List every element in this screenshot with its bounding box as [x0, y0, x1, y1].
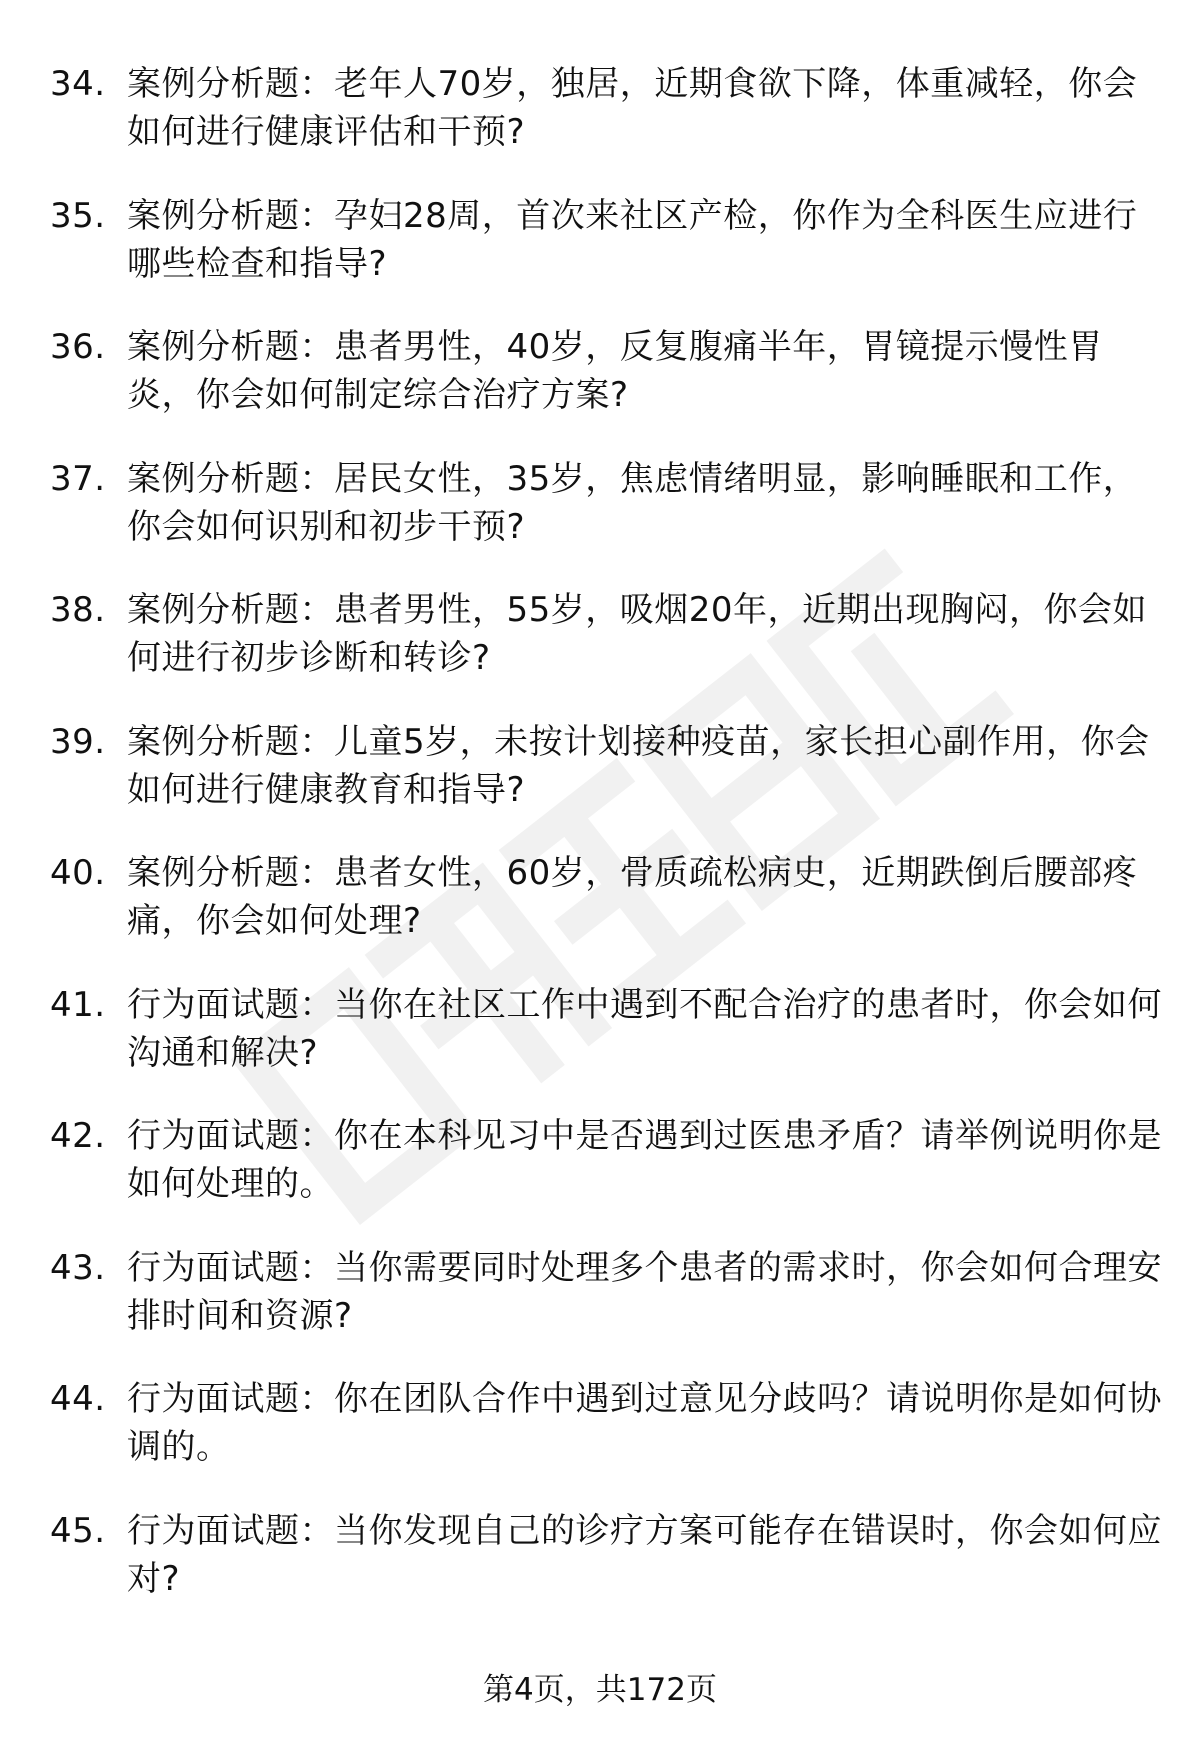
question-number: 41. [50, 984, 106, 1025]
question-text: 行为面试题：你在本科见习中是否遇到过医患矛盾？请举例说明你是如何处理的。 [127, 1116, 1162, 1204]
question-text: 案例分析题：患者男性，55岁，吸烟20年，近期出现胸闷，你会如何进行初步诊断和转诊? [127, 590, 1148, 678]
question-text: 行为面试题：当你在社区工作中遇到不配合治疗的患者时，你会如何沟通和解决? [127, 984, 1162, 1073]
question-number: 34. [50, 64, 106, 104]
question-text: 案例分析题：居民女性，35岁，焦虑情绪明显，影响睡眠和工作，你会如何识别和初步干预? [127, 458, 1138, 547]
question-text: 案例分析题：患者女性，60岁，骨质疏松病史，近期跌倒后腰部疼痛，你会如何处理? [127, 853, 1138, 941]
question-number: 40. [50, 853, 106, 893]
question-item [0, 718, 1200, 850]
question-item [0, 981, 1200, 1113]
question-text: 行为面试题：当你发现自己的诊疗方案可能存在错误时，你会如何应对? [127, 1510, 1162, 1599]
question-list [0, 60, 1200, 1638]
question-number: 44. [50, 1379, 106, 1419]
question-item [0, 60, 1200, 192]
question-item [0, 849, 1200, 981]
question-text: 行为面试题：当你需要同时处理多个患者的需求时，你会如何合理安排时间和资源? [127, 1247, 1162, 1336]
question-text: 案例分析题：患者男性，40岁，反复腹痛半年，胃镜提示慢性胃炎，你会如何制定综合治疗方案? [127, 327, 1103, 415]
question-number: 42. [50, 1116, 106, 1156]
question-number: 35. [50, 195, 106, 236]
question-number: 38. [50, 590, 106, 630]
question-number: 39. [50, 721, 106, 762]
question-number: 36. [50, 327, 106, 367]
question-text: 案例分析题：孕妇28周，首次来社区产检，你作为全科医生应进行哪些检查和指导? [127, 195, 1138, 284]
question-item [0, 323, 1200, 455]
question-number: 45. [50, 1510, 106, 1551]
question-number: 43. [50, 1247, 106, 1288]
question-text: 行为面试题：你在团队合作中遇到过意见分歧吗？请说明你是如何协调的。 [127, 1379, 1162, 1467]
question-item [0, 1507, 1200, 1639]
question-item [0, 455, 1200, 587]
page-footer: 第4页，共172页 [483, 1672, 717, 1708]
question-item [0, 1112, 1200, 1244]
question-item [0, 192, 1200, 324]
question-number: 37. [50, 458, 106, 499]
question-text: 案例分析题：老年人70岁，独居，近期食欲下降，体重减轻，你会如何进行健康评估和干预? [127, 64, 1138, 152]
question-text: 案例分析题：儿童5岁，未按计划接种疫苗，家长担心副作用，你会如何进行健康教育和指导? [127, 721, 1150, 810]
question-item [0, 1375, 1200, 1507]
question-item [0, 1244, 1200, 1376]
question-item [0, 586, 1200, 718]
